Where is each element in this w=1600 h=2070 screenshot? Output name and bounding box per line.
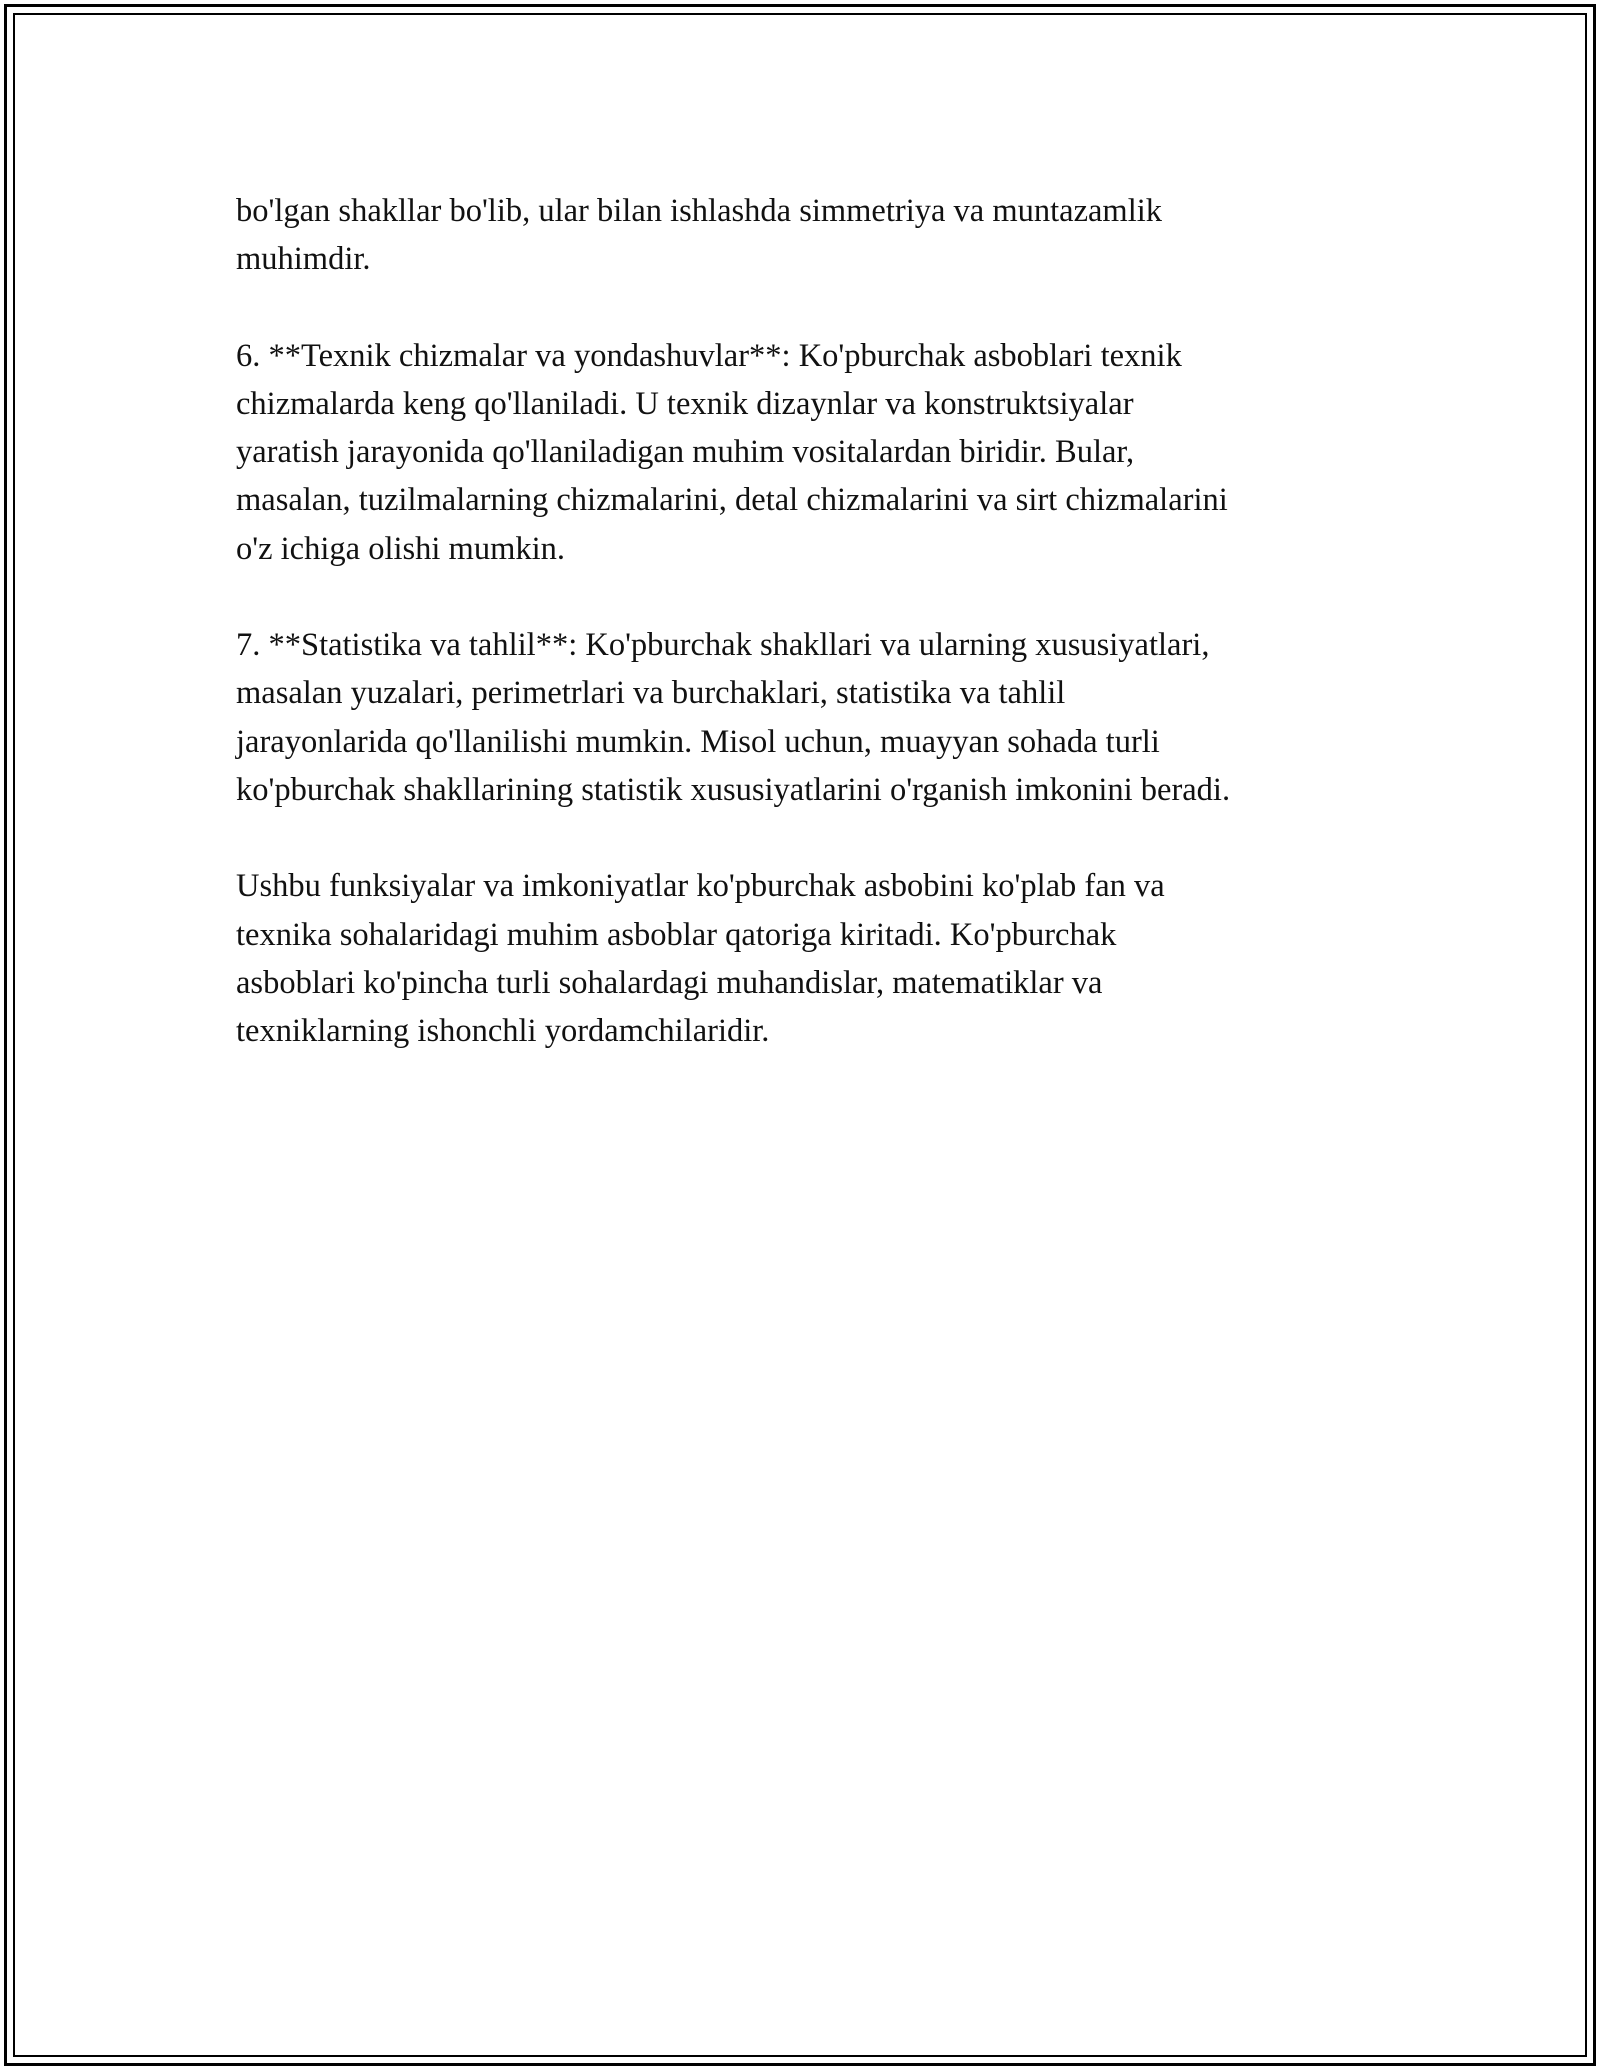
paragraph-item-7: 7. **Statistika va tahlil**: Ko'pburchak shakllari va ularning xususiyatlari, masalan yuzalari, perimetrlari va burchaklari, statistika va tahlil jarayonlarida qo'llanilishi mumkin. Misol uchun, muayyan sohada turli ko'pburchak shakllarining statistik xususiyatlarini o'rganish imkonini beradi. bbox=[236, 627, 1231, 808]
document-body bbox=[236, 187, 1371, 1103]
paragraph-item-6: 6. **Texnik chizmalar va yondashuvlar**: Ko'pburchak asboblari texnik chizmalarda keng qo'llaniladi. U texnik dizaynlar va konstruktsiyalar yaratish jarayonida qo'llaniladigan muhim vositalardan biridir. Bular, masalan, tuzilmalarning chizmalarini, detal chizmalarini va sirt chizmalarini o'z ichiga olishi mumkin. bbox=[236, 337, 1228, 567]
paragraph-continuation: bo'lgan shakllar bo'lib, ular bilan ishlashda simmetriya va muntazamlik muhimdir. bbox=[236, 193, 1163, 278]
paragraph-conclusion: Ushbu funksiyalar va imkoniyatlar ko'pburchak asbobini ko'plab fan va texnika sohalaridagi muhim asboblar qatoriga kiritadi. Ko'pburchak asboblari ko'pincha turli sohalardagi muhandislar, matematiklar va texniklarning ishonchli yordamchilaridir. bbox=[236, 868, 1165, 1050]
